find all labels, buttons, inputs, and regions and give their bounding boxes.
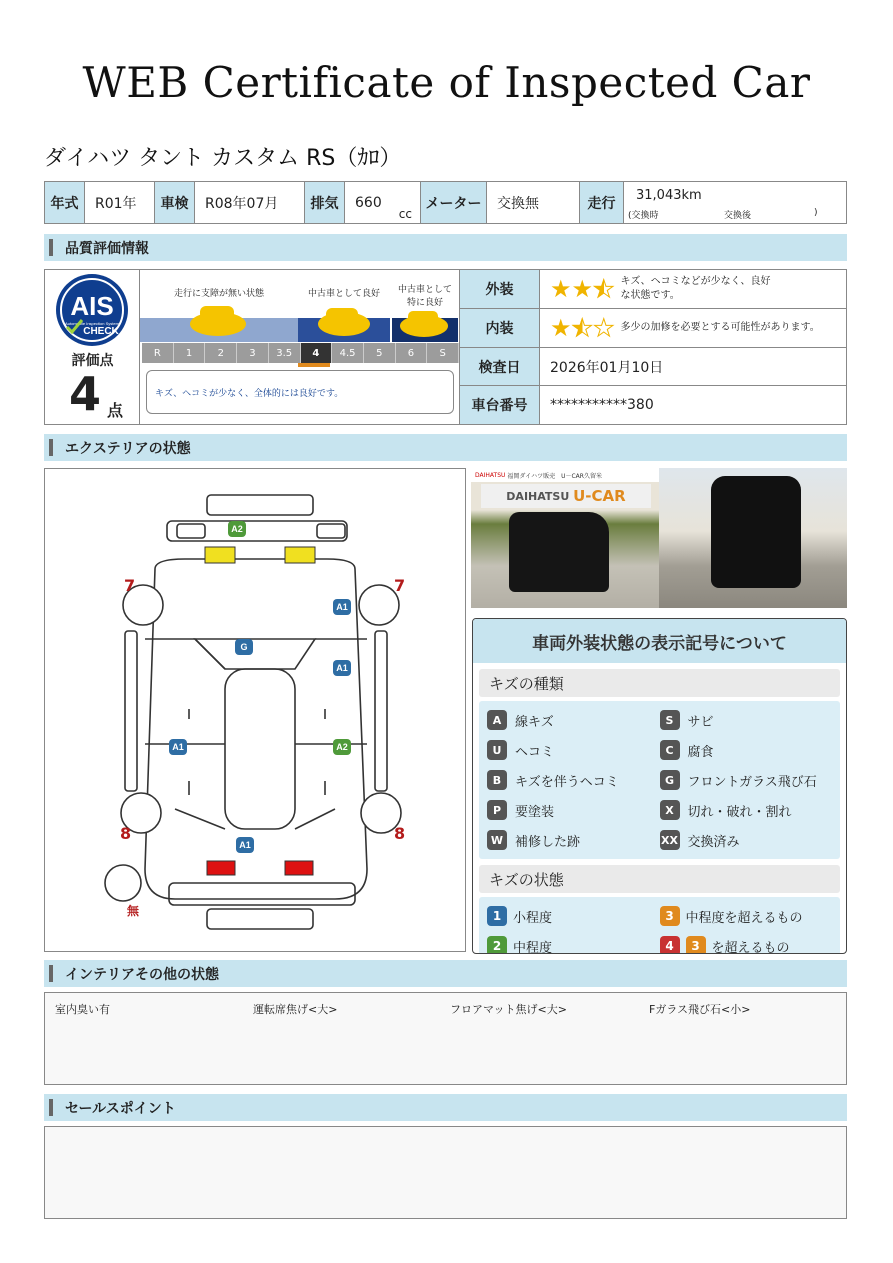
interior-note-3: フロアマット焦げ<大> bbox=[450, 1003, 567, 1016]
damage-type-item bbox=[487, 735, 660, 765]
damage-state-label: 小程度 bbox=[513, 910, 553, 926]
scale-step: 4 bbox=[301, 343, 333, 363]
exterior-note: キズ、ヘコミなどが少なく、良好な状態です。 bbox=[620, 276, 771, 301]
displacement-cell bbox=[345, 182, 421, 223]
damage-type-item bbox=[660, 765, 833, 795]
damage-type-label: 交換済み bbox=[687, 834, 740, 850]
damage-state-code: 1 bbox=[487, 906, 507, 926]
damage-mark-3: G bbox=[240, 642, 248, 652]
year-value: R01年 bbox=[85, 182, 155, 223]
scale-step: S bbox=[427, 343, 459, 363]
inspection-date-value: 2026年01月10日 bbox=[550, 359, 664, 376]
star-icon: ★ bbox=[571, 275, 594, 303]
star-icon: ★ bbox=[593, 314, 615, 342]
grade-scale bbox=[142, 343, 459, 363]
car-silhouette-1 bbox=[509, 512, 609, 592]
mileage-note-left: (交換時 bbox=[628, 211, 659, 221]
sales-section-header: セールスポイント bbox=[44, 1094, 847, 1121]
damage-state-item bbox=[487, 931, 660, 954]
ais-logo-check: CHECK bbox=[83, 326, 119, 337]
damage-type-item bbox=[487, 795, 660, 825]
damage-type-item bbox=[660, 795, 833, 825]
damage-state-label: 中程度 bbox=[513, 940, 553, 954]
meter-label: メーター bbox=[421, 182, 487, 223]
inspection-label: 車検 bbox=[155, 182, 195, 223]
star-icon: ★ bbox=[550, 314, 572, 342]
damage-type-label: 線キズ bbox=[515, 714, 554, 730]
damage-type-item bbox=[660, 735, 833, 765]
photo-sign-ucar: U-CAR bbox=[573, 487, 626, 505]
damage-type-code: W bbox=[487, 830, 507, 850]
score-unit: 点 bbox=[107, 401, 124, 420]
meter-value: 交換無 bbox=[487, 182, 580, 223]
damage-mark-1: A2 bbox=[231, 524, 243, 534]
scale-step: 3.5 bbox=[269, 343, 301, 363]
ais-panel bbox=[45, 270, 140, 424]
displacement-unit: cc bbox=[398, 207, 412, 221]
scale-step: 2 bbox=[205, 343, 237, 363]
damage-type-item bbox=[660, 825, 833, 855]
damage-type-label: サビ bbox=[687, 714, 714, 730]
interior-notes bbox=[44, 992, 847, 1085]
interior-note-2: 運転席焦げ<大> bbox=[253, 1003, 338, 1016]
tire-front-right: 7 bbox=[394, 576, 406, 595]
ais-logo-sub: Automobile Inspection System bbox=[65, 321, 119, 326]
interior-section-header: インテリアその他の状態 bbox=[44, 960, 847, 987]
spec-table bbox=[44, 181, 847, 224]
car-silhouette-2 bbox=[711, 476, 801, 588]
damage-state-item bbox=[660, 901, 833, 931]
quality-section-header: 品質評価情報 bbox=[44, 234, 847, 261]
damage-state-code: 3 bbox=[660, 906, 680, 926]
ais-logo-text: AIS bbox=[70, 291, 114, 321]
damage-type-item bbox=[487, 765, 660, 795]
damage-type-code: C bbox=[660, 740, 680, 760]
damage-type-code: B bbox=[487, 770, 507, 790]
damage-type-code: S bbox=[660, 710, 680, 730]
scale-step: 3 bbox=[237, 343, 269, 363]
ais-logo bbox=[45, 270, 140, 350]
chassis-label: 車台番号 bbox=[460, 386, 540, 424]
damage-types-title: キズの種類 bbox=[479, 669, 840, 697]
exterior-stars bbox=[550, 277, 615, 301]
interior-stars bbox=[550, 316, 615, 340]
score-label: 評価点 bbox=[71, 353, 114, 369]
damage-mark-2: A1 bbox=[336, 602, 348, 612]
damage-type-label: 補修した跡 bbox=[515, 834, 581, 850]
damage-type-label: フロントガラス飛び石 bbox=[687, 774, 817, 790]
symbol-legend bbox=[472, 618, 847, 954]
car-photo-front bbox=[659, 468, 847, 608]
car-photo-front-side bbox=[471, 468, 659, 608]
damage-states-grid bbox=[479, 897, 840, 954]
mileage-value: 31,043km bbox=[636, 188, 702, 203]
gauge-title-1: 走行に支障が無い状態 bbox=[173, 289, 264, 299]
tire-rear-right: 8 bbox=[394, 824, 406, 843]
tire-front-left: 7 bbox=[124, 576, 136, 595]
damage-type-label: キズを伴うヘコミ bbox=[515, 774, 619, 790]
damage-type-code: P bbox=[487, 800, 507, 820]
damage-type-label: ヘコミ bbox=[515, 744, 555, 760]
damage-type-code: XX bbox=[660, 830, 680, 850]
exterior-section-header: エクステリアの状態 bbox=[44, 434, 847, 461]
score-value: 4 bbox=[69, 367, 102, 421]
interior-rating-label: 内装 bbox=[460, 309, 540, 347]
damage-state-label: を超えるもの bbox=[711, 940, 790, 954]
damage-mark-6: A2 bbox=[336, 742, 348, 752]
damage-type-code: X bbox=[660, 800, 680, 820]
inspection-date-label: 検査日 bbox=[460, 348, 540, 385]
car-name: ダイハツ タント カスタム RS（ｶﾛ） bbox=[44, 146, 402, 171]
interior-note-4: Fガラス飛び石<小> bbox=[649, 1003, 751, 1016]
tire-rear-left: 8 bbox=[120, 824, 132, 843]
sales-points bbox=[44, 1126, 847, 1219]
damage-type-item bbox=[487, 705, 660, 735]
damage-state-label: 中程度を超えるもの bbox=[685, 910, 803, 926]
scale-step: 6 bbox=[396, 343, 428, 363]
photo-banner-dealer: 福岡ダイハツ販売 U－CAR久留米 bbox=[507, 472, 602, 480]
damage-type-item bbox=[487, 825, 660, 855]
gauge-title-3: 中古車として特に良好 bbox=[398, 285, 453, 308]
damage-mark-4: A1 bbox=[336, 663, 348, 673]
gauge-title-2: 中古車として良好 bbox=[307, 289, 380, 299]
damage-states-title: キズの状態 bbox=[479, 865, 840, 893]
inspection-value: R08年07月 bbox=[195, 182, 305, 223]
damage-state-item bbox=[487, 901, 660, 931]
mileage-note-right: ) bbox=[814, 208, 818, 218]
displacement-label: 排気 bbox=[305, 182, 345, 223]
scale-step: 5 bbox=[364, 343, 396, 363]
photo-sign: DAIHATSU bbox=[506, 489, 570, 503]
page-title: WEB Certificate of Inspected Car bbox=[82, 58, 811, 107]
interior-note: 多少の加修を必要とする可能性があります。 bbox=[620, 322, 820, 333]
grade-comment: キズ、ヘコミが少なく、全体的には良好です。 bbox=[146, 370, 454, 414]
damage-mark-7: A1 bbox=[239, 840, 251, 850]
car-outline bbox=[45, 469, 467, 953]
interior-note-1: 室内臭い有 bbox=[55, 1003, 110, 1016]
exterior-rating-label: 外装 bbox=[460, 270, 540, 308]
damage-state-code: 2 bbox=[487, 936, 507, 954]
damage-state-code: 4 bbox=[660, 936, 680, 954]
mileage-label: 走行 bbox=[580, 182, 624, 223]
scale-step: 1 bbox=[174, 343, 206, 363]
scale-step: R bbox=[142, 343, 174, 363]
car-icons bbox=[140, 270, 460, 342]
scale-marker bbox=[298, 363, 330, 367]
damage-type-code: A bbox=[487, 710, 507, 730]
damage-type-code: U bbox=[487, 740, 507, 760]
quality-ratings bbox=[460, 270, 846, 424]
damage-type-label: 切れ・破れ・割れ bbox=[687, 804, 792, 820]
damage-diagram bbox=[44, 468, 466, 952]
star-icon: ★ bbox=[550, 275, 572, 303]
displacement-value: 660 bbox=[355, 194, 382, 211]
scale-step: 4.5 bbox=[332, 343, 364, 363]
damage-state-item bbox=[660, 931, 833, 954]
damage-types-grid bbox=[479, 701, 840, 859]
star-icon: ★ bbox=[571, 314, 594, 342]
star-icon: ★ bbox=[593, 275, 615, 303]
damage-mark-5: A1 bbox=[172, 742, 184, 752]
car-photos bbox=[471, 468, 847, 608]
damage-type-item bbox=[660, 705, 833, 735]
damage-state-code: 3 bbox=[686, 936, 706, 954]
mileage-note-mid: 交換後 bbox=[724, 211, 752, 221]
damage-type-code: G bbox=[660, 770, 680, 790]
photo-banner-brand: DAIHATSU bbox=[475, 471, 506, 479]
mileage-cell bbox=[624, 182, 846, 223]
damage-type-label: 腐食 bbox=[687, 744, 714, 760]
year-label: 年式 bbox=[45, 182, 85, 223]
damage-type-label: 要塗装 bbox=[515, 804, 555, 820]
spare-tire-status: 無 bbox=[127, 904, 140, 918]
chassis-value: ***********380 bbox=[550, 397, 654, 413]
legend-title: 車両外装状態の表示記号について bbox=[473, 619, 846, 663]
